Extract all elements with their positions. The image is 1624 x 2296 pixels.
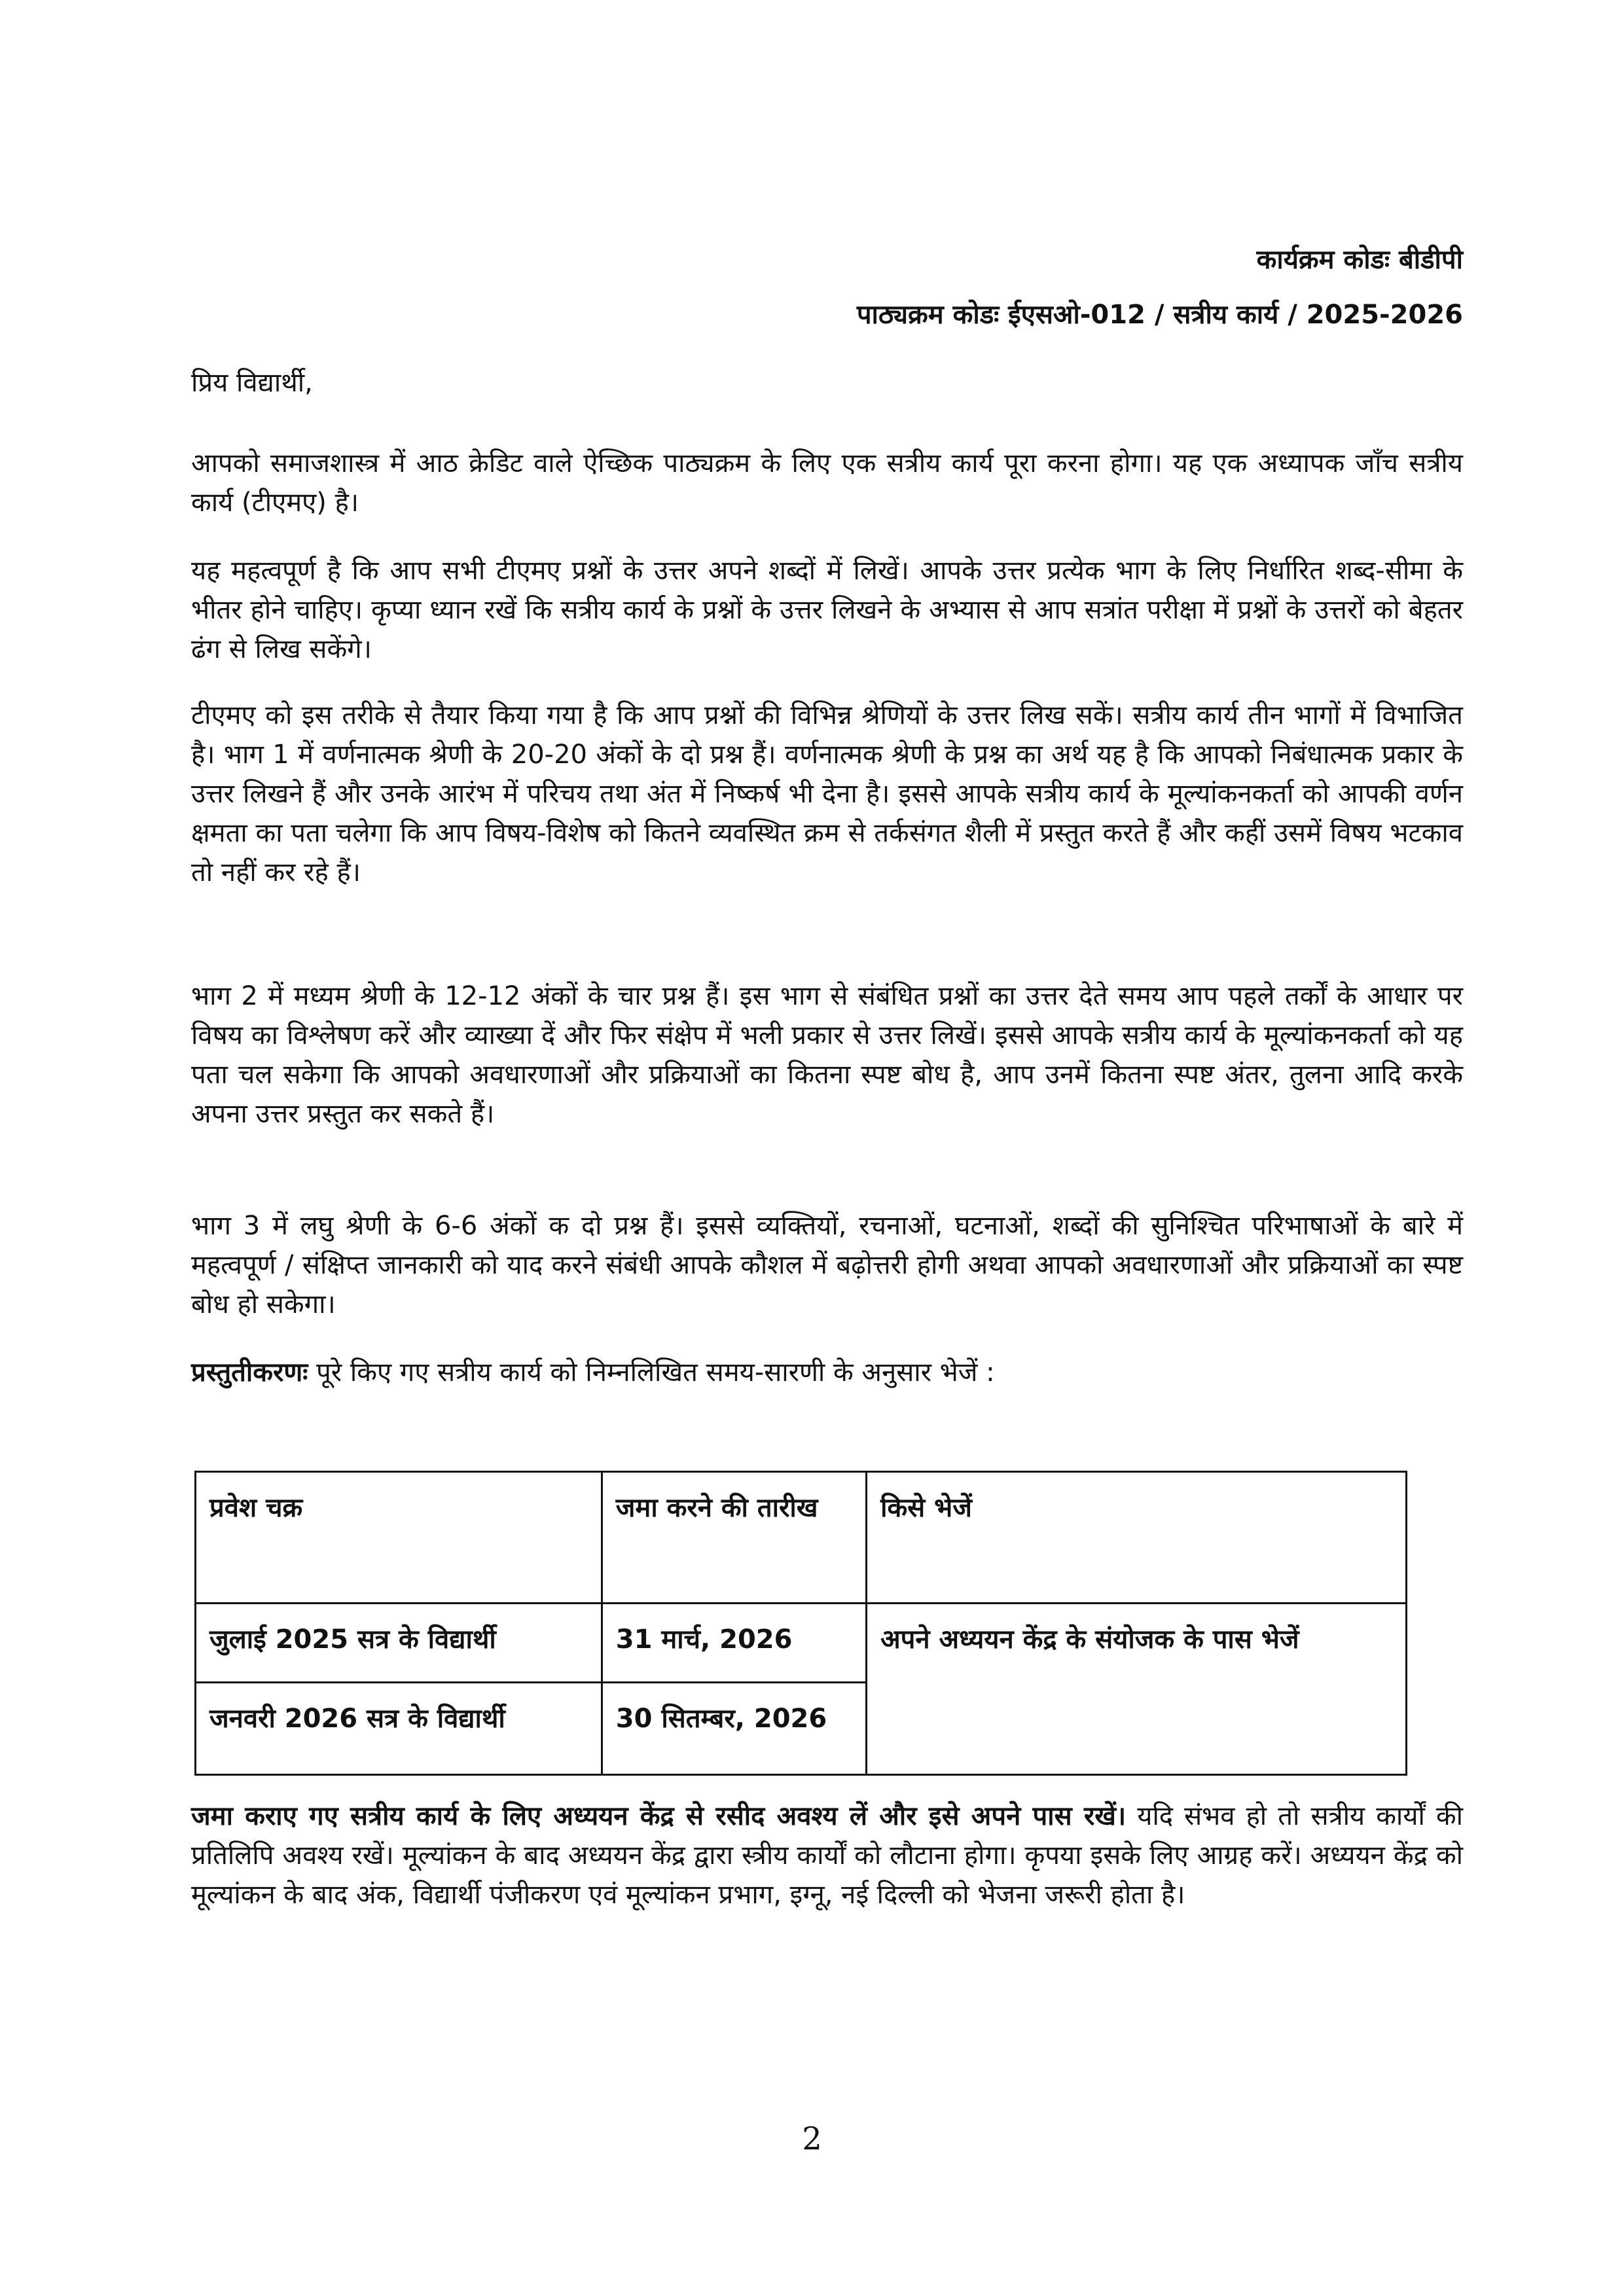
cycle-cell: जुलाई 2025 सत्र के विद्यार्थी	[196, 1604, 602, 1683]
salutation: प्रिय विद्यार्थी,	[191, 368, 313, 398]
send-to-cell: अपने अध्ययन केंद्र के संयोजक के पास भेजें	[867, 1604, 1407, 1775]
instructions-paragraph: यह महत्वपूर्ण है कि आप सभी टीएमए प्रश्नों के उत्तर अपने शब्दों में लिखें। आपके उत्तर प्रत्येक भाग के लिए निर्धारित शब्द-सीमा के भीतर होने चाहिए। कृप्या ध्यान रखें कि सत्रीय कार्य के प्रश्नों के उत्तर लिखने के अभ्यास से आप सत्रांत परीक्षा में प्रश्नों के उत्तरों को बेहतर ढंग से लिख सकेंगे।	[191, 556, 1463, 664]
document-header	[857, 232, 1463, 342]
receipt-text: यदि संभव हो तो सत्रीय कार्यों की प्रतिलिपि अवश्य रखें। मूल्यांकन के बाद अध्ययन केंद्र द्वारा स्त्रीय कार्यों को लौटाना होगा। कृपया इसके लिए आग्रह करें। अध्ययन केंद्र को मूल्यांकन के बाद अंक, विद्यार्थी पंजीकरण एवं मूल्यांकन प्रभाग, इग्नू, नई दिल्ली को भेजना जरूरी होता है।	[191, 1801, 1463, 1910]
table-header-row	[196, 1472, 1407, 1604]
receipt-paragraph	[191, 1797, 1463, 1914]
part1-paragraph: टीएमए को इस तरीके से तैयार किया गया है कि आप प्रश्नों की विभिन्न श्रेणियों के उत्तर लिख सकें। सत्रीय कार्य तीन भागों में विभाजित है। भाग 1 में वर्णनात्मक श्रेणी के 20-20 अंकों के दो प्रश्न हैं। वर्णनात्मक श्रेणी के प्रश्न का अर्थ यह है कि आपको निबंधात्मक प्रकार के उत्तर लिखने हैं और उनके आरंभ में परिचय तथा अंत में निष्कर्ष भी देना है। इससे आपके सत्रीय कार्य के मूल्यांकनकर्ता को आपकी वर्णन क्षमता का पता चलेगा कि आप विषय-विशेष को कितने व्यवस्थित क्रम से तर्कसंगत शैली में प्रस्तुत करते हैं और कहीं उसमें विषय भटकाव तो नहीं कर रहे हैं।	[191, 700, 1463, 888]
date-cell: 30 सितम्बर, 2026	[602, 1683, 866, 1775]
intro-paragraph: आपको समाजशास्त्र में आठ क्रेडिट वाले ऐच्छिक पाठ्यक्रम के लिए एक सत्रीय कार्य पूरा करना होगा। यह एक अध्यापक जाँच सत्रीय कार्य (टीएमए) है।	[191, 448, 1463, 518]
course-code: पाठ्यक्रम कोडः ईएसओ-012 / सत्रीय कार्य / 2025-2026	[856, 300, 1463, 330]
receipt-emphasis: जमा कराए गए सत्रीय कार्य के लिए अध्ययन केंद्र से रसीद अवश्य लें और इसे अपने पास रखें।	[191, 1801, 1127, 1831]
header-submission-date: जमा करने की तारीख	[602, 1472, 866, 1604]
submission-text: पूरे किए गए सत्रीय कार्य को निम्नलिखित समय-सारणी के अनुसार भेजें :	[308, 1357, 995, 1388]
submission-paragraph	[191, 1353, 1463, 1392]
part2-paragraph: भाग 2 में मध्यम श्रेणी के 12-12 अंकों के चार प्रश्न हैं। इस भाग से संबंधित प्रश्नों का उत्तर देते समय आप पहले तर्कों के आधार पर विषय का विश्लेषण करें और व्याख्या दें और फिर संक्षेप में भली प्रकार से उत्तर लिखें। इससे आपके सत्रीय कार्य के मूल्यांकनकर्ता को यह पता चल सकेगा कि आपको अवधारणाओं और प्रक्रियाओं का कितना स्पष्ट बोध है, आप उनमें कितना स्पष्ट अंतर, तुलना आदि करके अपना उत्तर प्रस्तुत कर सकते हैं।	[191, 981, 1463, 1129]
program-code: कार्यक्रम कोडः बीडीपी	[1256, 245, 1463, 275]
table-row	[196, 1604, 1407, 1683]
submission-schedule-table	[194, 1471, 1407, 1776]
submission-label: प्रस्तुतीकरणः	[191, 1357, 308, 1388]
cycle-cell: जनवरी 2026 सत्र के विद्यार्थी	[196, 1683, 602, 1775]
date-cell: 31 मार्च, 2026	[602, 1604, 866, 1683]
header-send-to: किसे भेजें	[867, 1472, 1407, 1604]
part3-paragraph: भाग 3 में लघु श्रेणी के 6-6 अंकों क दो प्रश्न हैं। इससे व्यक्तियों, रचनाओं, घटनाओं, शब्दों की सुनिश्चित परिभाषाओं के बारे में महत्वपूर्ण / संक्षिप्त जानकारी को याद करने संबंधी आपके कौशल में बढ़ोत्तरी होगी अथवा आपको अवधारणाओं और प्रक्रियाओं का स्पष्ट बोध हो सकेगा।	[191, 1211, 1463, 1319]
header-admission-cycle: प्रवेश चक्र	[196, 1472, 602, 1604]
page-number: 2	[802, 2121, 822, 2157]
